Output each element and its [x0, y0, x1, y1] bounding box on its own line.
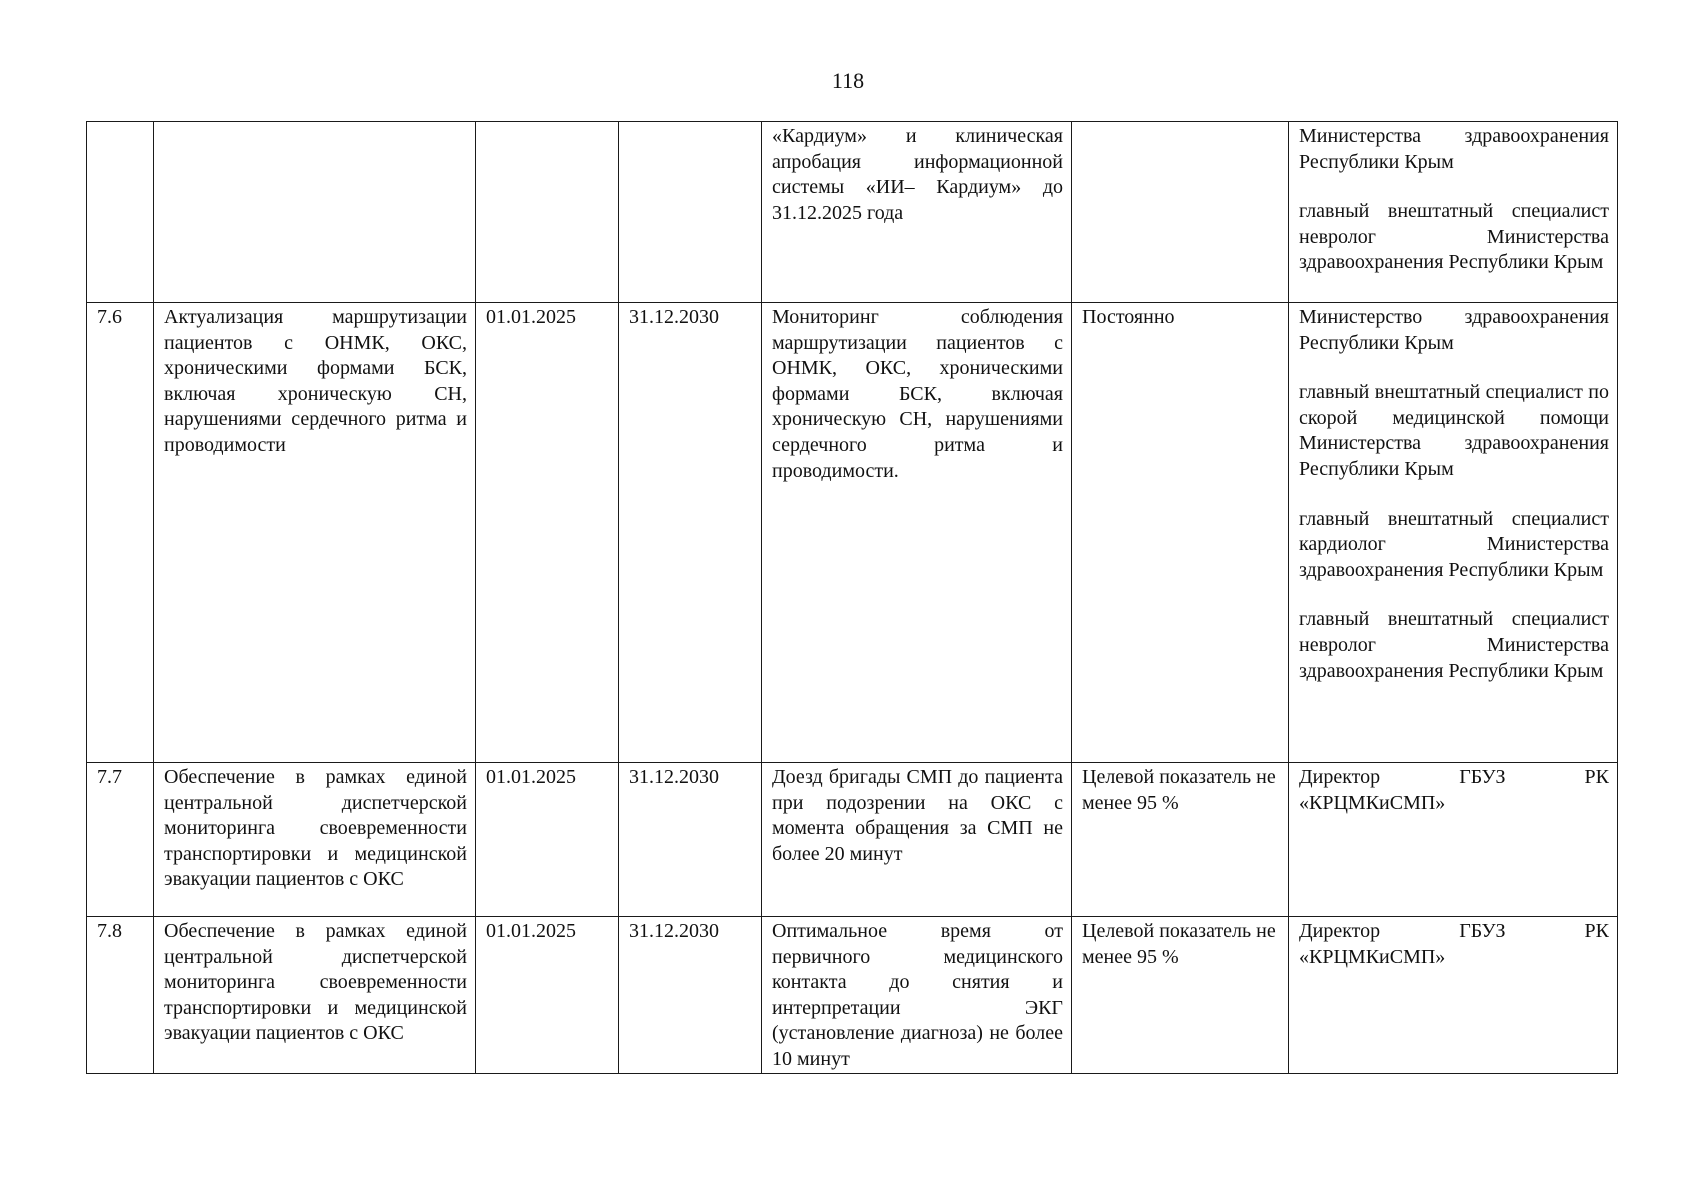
measure-cell	[154, 122, 476, 303]
responsible-cell: Директор ГБУЗ РК «КРЦМКиСМП»	[1289, 917, 1618, 1074]
indicator-cell: Целевой показатель не менее 95 %	[1072, 763, 1289, 917]
responsible-entry: главный внештатный специалист кардиолог Министерства здравоохранения Республики Крым	[1299, 507, 1609, 581]
responsible-cell	[1289, 122, 1618, 303]
result-cell: Оптимальное время от первичного медицинского контакта до снятия и интерпретации ЭКГ (установление диагноза) не более 10 минут	[762, 917, 1072, 1074]
end-date-cell: 31.12.2030	[619, 917, 762, 1074]
indicator-cell	[1072, 122, 1289, 303]
responsible-entry: главный внештатный специалист по скорой медицинской помощи Министерства здравоохранения Республики Крым	[1299, 381, 1609, 480]
measure-cell: Актуализация маршрутизации пациентов с ОНМК, ОКС, хроническими формами БСК, включая хроническую СН, нарушениями сердечного ритма и проводимости	[154, 303, 476, 763]
end-date-cell	[619, 122, 762, 303]
table-row	[87, 763, 1618, 917]
end-date-cell: 31.12.2030	[619, 303, 762, 763]
responsible-entry: Министерство здравоохранения Республики Крым	[1299, 306, 1609, 354]
responsible-cell	[1289, 303, 1618, 763]
table-row	[87, 122, 1618, 303]
result-cell: Мониторинг соблюдения маршрутизации пациентов с ОНМК, ОКС, хроническими формами БСК, включая хроническую СН, нарушениями сердечного ритма и проводимости.	[762, 303, 1072, 763]
page-number: 118	[831, 68, 865, 93]
start-date-cell: 01.01.2025	[476, 917, 619, 1074]
row-number-cell	[87, 122, 154, 303]
result-cell: Доезд бригады СМП до пациента при подозрении на ОКС с момента обращения за СМП не более 20 минут	[762, 763, 1072, 917]
row-number-cell: 7.7	[87, 763, 154, 917]
row-number-cell: 7.6	[87, 303, 154, 763]
indicator-cell: Постоянно	[1072, 303, 1289, 763]
table-row	[87, 917, 1618, 1074]
measure-cell: Обеспечение в рамках единой центральной диспетчерской мониторинга своевременности транспортировки и медицинской эвакуации пациентов с ОКС	[154, 763, 476, 917]
start-date-cell	[476, 122, 619, 303]
indicator-cell: Целевой показатель не менее 95 %	[1072, 917, 1289, 1074]
row-number-cell: 7.8	[87, 917, 154, 1074]
table-row	[87, 303, 1618, 763]
start-date-cell: 01.01.2025	[476, 303, 619, 763]
responsible-entry: Министерства здравоохранения Республики Крым	[1299, 125, 1609, 173]
measures-table	[86, 121, 1618, 1074]
end-date-cell: 31.12.2030	[619, 763, 762, 917]
responsible-entry: главный внештатный специалист невролог Министерства здравоохранения Республики Крым	[1299, 200, 1609, 274]
responsible-entry: главный внештатный специалист невролог Министерства здравоохранения Республики Крым	[1299, 608, 1609, 682]
result-cell: «Кардиум» и клиническая апробация информационной системы «ИИ– Кардиум» до 31.12.2025 года	[762, 122, 1072, 303]
responsible-cell: Директор ГБУЗ РК «КРЦМКиСМП»	[1289, 763, 1618, 917]
start-date-cell: 01.01.2025	[476, 763, 619, 917]
measure-cell: Обеспечение в рамках единой центральной диспетчерской мониторинга своевременности транспортировки и медицинской эвакуации пациентов с ОКС	[154, 917, 476, 1074]
